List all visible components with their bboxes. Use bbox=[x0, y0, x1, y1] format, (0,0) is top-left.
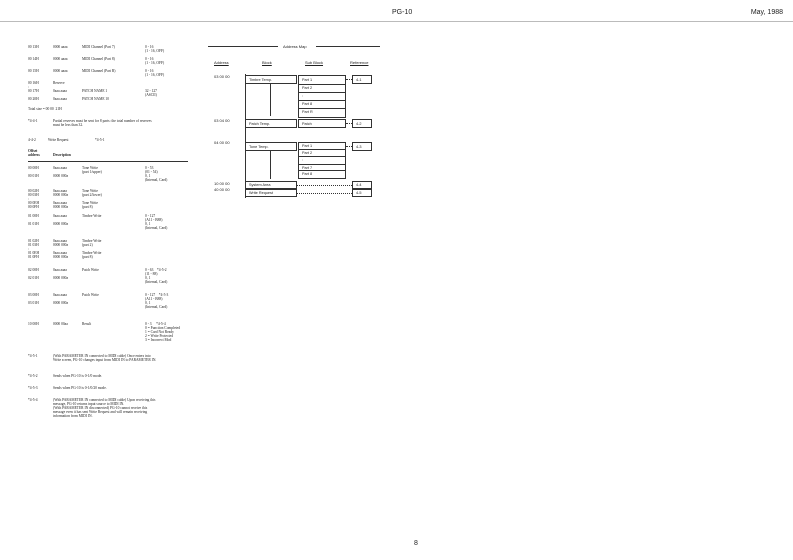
col-block: Block bbox=[262, 60, 272, 65]
row-addr: 00 20H bbox=[28, 97, 39, 101]
note-text: (With PARAMETER IN connected to MIDI cable) Once enters into Write screen, PG-10 changes input from MIDI IN to PARAMETER IN. bbox=[53, 354, 157, 362]
row-desc: MIDI Channel (Part 8) bbox=[82, 57, 115, 61]
row-desc: Result bbox=[82, 322, 92, 326]
col-address: Address bbox=[214, 60, 229, 65]
note-label: *4-5-2 bbox=[28, 374, 38, 378]
page-header bbox=[0, 0, 793, 22]
row-desc: Tone Write (part 1/upper) bbox=[82, 166, 102, 174]
reference-box bbox=[352, 142, 372, 151]
block-label: Tone Temp. bbox=[249, 145, 269, 149]
subblock-part: Part 8 bbox=[299, 101, 346, 109]
subblock-part: Part 1 bbox=[299, 77, 346, 85]
document-date: May, 1988 bbox=[750, 9, 783, 16]
reference-box bbox=[352, 119, 372, 128]
row-addr: 10 00H bbox=[28, 322, 39, 326]
note-text: Sends when PG-10 is 0-1/0 mode. bbox=[53, 374, 103, 378]
row-desc: Patch Write bbox=[82, 268, 99, 272]
row-val: 0 - 53 (01 - 54) 0, 1 (Internal, Card) bbox=[145, 166, 168, 182]
map-title-rule-right bbox=[316, 46, 380, 47]
subblock-part: Part 2 bbox=[299, 150, 346, 157]
row-desc: PATCH NAME 10 bbox=[82, 97, 110, 101]
row-addr: 01 02H 01 03H : 01 0EH 01 0FH bbox=[28, 239, 40, 259]
col-desc-header: Description bbox=[53, 153, 71, 157]
row-addr: 03 00H 03 01H bbox=[28, 293, 39, 305]
reference-box bbox=[352, 181, 372, 189]
section-title: Write Request bbox=[48, 138, 69, 142]
block-tone-temp bbox=[245, 142, 297, 151]
row-desc: MIDI Channel (Part R) bbox=[82, 69, 116, 73]
row-desc: Tone Write (part 2/lower) Tone Write (part 8) bbox=[82, 189, 102, 209]
row-desc: PATCH NAME 1 bbox=[82, 89, 108, 93]
row-data: 0aaa aaaa 0000 000a 0aaa aaaa 0000 000a bbox=[53, 239, 69, 259]
subblock-patch bbox=[298, 119, 346, 128]
subblock-tone-parts bbox=[298, 142, 346, 179]
subblock-timbre-parts bbox=[298, 75, 346, 118]
note-text: (With PARAMETER IN connected to MIDI cable) Upon receiving this message, PG-10 returns input source to MIDI IN. (With PARAMETER IN disconnected) PG-10 cannot receive this message even it has sent Write Request and will remain receiving information from MIDI IN. bbox=[53, 398, 156, 418]
map-title: Address Map bbox=[283, 44, 307, 49]
row-addr: 00 16H : 00 17H bbox=[28, 81, 39, 93]
header-rule bbox=[0, 21, 793, 22]
row-data: 0aaa aaaa 0000 000a bbox=[53, 166, 69, 178]
row-val: 0 - 16 (1 - 16, OFF) bbox=[145, 57, 165, 65]
row-data: 0000 aaaa bbox=[53, 57, 68, 61]
row-data: 0aaa aaaa 0000 000a bbox=[53, 214, 69, 226]
ref-leader bbox=[297, 193, 352, 194]
note-label: *4-5-4 bbox=[28, 398, 38, 402]
reference-label: 4-5 bbox=[356, 191, 362, 195]
map-title-rule-left bbox=[208, 46, 278, 47]
subblock-part: Part 2 bbox=[299, 85, 346, 93]
row-val: 0 - 16 (1 - 16, OFF) bbox=[145, 69, 165, 77]
block-write-request bbox=[245, 189, 297, 197]
row-data: 0aaa aaaa 0000 000a bbox=[53, 293, 69, 305]
row-val: 0 - 16 (1 - 16, OFF) bbox=[145, 45, 165, 53]
subblock-part: Part 1 bbox=[299, 143, 346, 150]
row-data: 0000 00aa bbox=[53, 322, 68, 326]
row-desc: MIDI Channel (Part 7) bbox=[82, 45, 115, 49]
map-address: 40 00 00 bbox=[214, 187, 230, 192]
block-label: Write Request bbox=[249, 191, 273, 195]
ref-leader bbox=[297, 185, 352, 186]
table-header-rule bbox=[28, 161, 188, 162]
reference-label: 4-1 bbox=[356, 78, 362, 82]
map-address: 03 04 00 bbox=[214, 118, 230, 123]
row-desc: Patch Write bbox=[82, 293, 99, 297]
subblock-part: Part 7 bbox=[299, 164, 346, 171]
subblock-part: Part R bbox=[302, 110, 313, 114]
note-label: *4-4-1 bbox=[28, 119, 38, 123]
row-addr: 02 00H 02 01H bbox=[28, 268, 39, 280]
row-val: 32 - 127 (ASCII) bbox=[145, 89, 157, 97]
row-addr: 00 13H bbox=[28, 45, 39, 49]
row-addr: 00 02H 00 03H : 00 0EH 00 0FH bbox=[28, 189, 40, 209]
row-val: 0 - 127 *4-5-3 (A11 - B88) 0, 1 (Internal, Card) bbox=[145, 293, 169, 309]
reference-box bbox=[352, 189, 372, 197]
block-connector bbox=[270, 84, 271, 116]
row-desc: Timbre Write (part 2) Timbre Write (part 8) bbox=[82, 239, 102, 259]
reference-label: 4-3 bbox=[356, 145, 362, 149]
note-label: *4-5-1 bbox=[28, 354, 38, 358]
row-data: 0aaa aaaa bbox=[53, 97, 67, 101]
col-sub-block: Sub Block bbox=[305, 60, 324, 65]
block-connector bbox=[270, 151, 271, 179]
block-patch-temp bbox=[245, 119, 297, 128]
block-label: Timbre Temp. bbox=[249, 78, 272, 82]
row-addr: 01 00H 01 01H bbox=[28, 214, 39, 226]
map-address: 10 00 00 bbox=[214, 181, 230, 186]
subblock-part: : bbox=[299, 93, 346, 101]
block-label: System Area bbox=[249, 183, 271, 187]
row-data: 0000 aaaa bbox=[53, 69, 68, 73]
row-addr: 00 00H 00 01H bbox=[28, 166, 39, 178]
row-addr: 00 14H bbox=[28, 57, 39, 61]
block-system-area bbox=[245, 181, 297, 189]
block-timbre-temp bbox=[245, 75, 297, 84]
total-size: Total size = 00 00 21H bbox=[28, 107, 62, 111]
map-spine bbox=[245, 74, 246, 198]
section-label: 4-4-2 bbox=[28, 138, 36, 142]
reference-label: 4-4 bbox=[356, 183, 362, 187]
row-val: 0 - 63 *4-5-2 (11 - 88) 0, 1 (Internal, Card) bbox=[145, 268, 168, 284]
row-addr: 00 15H bbox=[28, 69, 39, 73]
col-offset-header: Offset address bbox=[28, 149, 40, 157]
row-data: 0aaa aaaa 0000 000a bbox=[53, 268, 69, 280]
note-label: *4-5-3 bbox=[28, 386, 38, 390]
section-ref: *4-5-1 bbox=[95, 138, 105, 142]
reference-box bbox=[352, 75, 372, 84]
document-title: PG-10 bbox=[392, 9, 413, 16]
subblock-part: : bbox=[302, 158, 304, 162]
subblock-part: Part 8 bbox=[302, 172, 313, 176]
row-data: Reserve 0aaa aaaa bbox=[53, 81, 67, 93]
row-data: 0aaa aaaa 0000 000a 0aaa aaaa 0000 000a bbox=[53, 189, 69, 209]
row-val: 0 - 127 (A11 - B88) 0, 1 (Internal, Card) bbox=[145, 214, 168, 230]
row-val: 0 - 3 *4-5-4 0 = Function Completed 1 = Card Not Ready 2 = Write Protected 3 = Incorrect Mod bbox=[145, 322, 181, 342]
col-reference: Reference bbox=[350, 60, 369, 65]
page-number: 8 bbox=[414, 540, 418, 547]
reference-label: 4-2 bbox=[356, 122, 362, 126]
subblock-label: Patch bbox=[302, 122, 312, 126]
block-label: Patch Temp. bbox=[249, 122, 271, 126]
map-address: 03 00 00 bbox=[214, 74, 230, 79]
note-text: Sends when PG-10 is 0-1/0/20 mode. bbox=[53, 386, 107, 390]
map-address: 04 00 00 bbox=[214, 140, 230, 145]
note-text: Partial reserves must be sent for 8 parts: the total number of reserves must be less than 32. bbox=[53, 119, 152, 127]
row-data: 0000 aaaa bbox=[53, 45, 68, 49]
row-desc: Timbre Write bbox=[82, 214, 102, 218]
